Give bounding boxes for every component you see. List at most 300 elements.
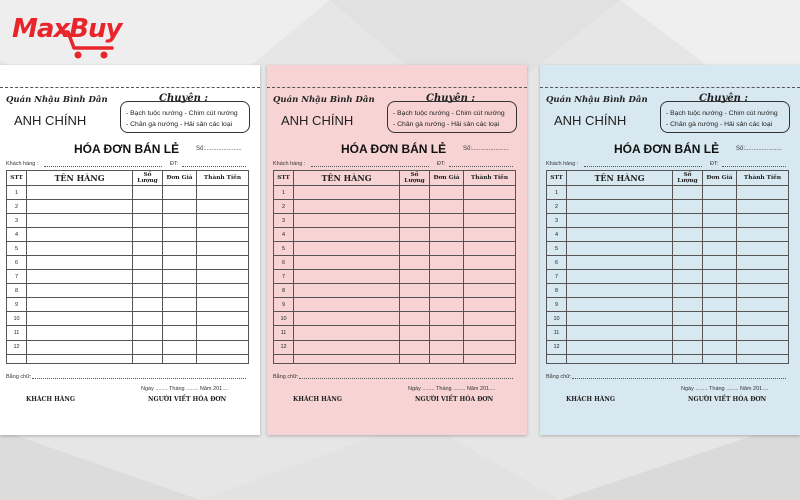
table-cell: [430, 270, 464, 284]
table-cell: [27, 228, 133, 242]
table-cell: [27, 256, 133, 270]
table-cell: [430, 284, 464, 298]
table-cell: [430, 214, 464, 228]
table-row: [7, 270, 249, 284]
table-row: [7, 242, 249, 256]
table-cell: [567, 312, 673, 326]
table-cell: [673, 256, 703, 270]
table-cell: [400, 284, 430, 298]
table-cell: [133, 200, 163, 214]
table-cell: [430, 200, 464, 214]
column-header: Số Lượng: [133, 171, 163, 186]
row-number: 3: [547, 214, 567, 228]
table-cell: [464, 228, 516, 242]
table-cell: [197, 228, 249, 242]
table-cell: [294, 186, 400, 200]
speciality-title: Chuyên :: [159, 93, 209, 104]
invoice-sheet-white: [0, 65, 260, 435]
table-cell: [197, 242, 249, 256]
table-cell: [133, 186, 163, 200]
table-cell: [703, 186, 737, 200]
table-cell: [737, 200, 789, 214]
column-header: Thành Tiền: [737, 171, 789, 186]
table-row: [7, 228, 249, 242]
tear-line: [0, 87, 260, 88]
table-row: [274, 298, 516, 312]
column-header: Số Lượng: [400, 171, 430, 186]
table-cell: [567, 340, 673, 354]
table-cell: [703, 256, 737, 270]
speciality-line: - Chân gà nướng - Hải sản các loại: [393, 121, 500, 128]
customer-label: Khách hàng :: [273, 161, 306, 167]
table-cell: [703, 242, 737, 256]
table-cell: [673, 214, 703, 228]
table-cell: [673, 298, 703, 312]
column-header: Số Lượng: [673, 171, 703, 186]
table-cell: [464, 354, 516, 363]
row-number: 12: [547, 340, 567, 354]
table-cell: [197, 298, 249, 312]
writer-signature-label: NGƯỜI VIẾT HÓA ĐƠN: [688, 396, 767, 403]
table-cell: [703, 312, 737, 326]
column-header: STT: [274, 171, 294, 186]
table-row: [274, 186, 516, 200]
table-cell: [703, 228, 737, 242]
table-cell: [737, 354, 789, 363]
row-number: 6: [547, 256, 567, 270]
table-row: [7, 214, 249, 228]
table-cell: [400, 186, 430, 200]
invoice-sheet-pink: [267, 65, 527, 435]
column-header: Thành Tiền: [197, 171, 249, 186]
speciality-box: [387, 101, 517, 133]
table-row: [7, 326, 249, 340]
table-cell: [703, 340, 737, 354]
table-cell: [27, 326, 133, 340]
table-cell: [737, 340, 789, 354]
table-header-row: [7, 171, 249, 186]
row-number: 6: [274, 256, 294, 270]
table-cell: [703, 298, 737, 312]
table-cell: [567, 270, 673, 284]
writer-signature-label: NGƯỜI VIẾT HÓA ĐƠN: [415, 396, 494, 403]
row-number: 12: [7, 340, 27, 354]
table-cell: [27, 200, 133, 214]
table-cell: [27, 242, 133, 256]
customer-label: Khách hàng :: [546, 161, 579, 167]
speciality-box: [120, 101, 250, 133]
row-number: 4: [274, 228, 294, 242]
table-cell: [703, 200, 737, 214]
table-cell: [430, 312, 464, 326]
invoice-title: HÓA ĐƠN BÁN LẺ: [341, 142, 447, 156]
table-cell: [703, 354, 737, 363]
table-cell: [464, 298, 516, 312]
table-cell: [400, 312, 430, 326]
table-cell: [567, 284, 673, 298]
table-cell: [673, 242, 703, 256]
amount-words-row: [6, 374, 246, 380]
invoice-sheet-blue: [540, 65, 800, 435]
column-header: Đơn Giá: [430, 171, 464, 186]
table-row: [274, 200, 516, 214]
brand-logo-text: MaxBuy: [12, 14, 122, 44]
table-cell: [547, 354, 567, 363]
row-number: 9: [274, 298, 294, 312]
table-cell: [737, 186, 789, 200]
table-cell: [400, 354, 430, 363]
speciality-line: - Bạch tuộc nướng - Chim cút nướng: [393, 110, 505, 117]
table-cell: [27, 298, 133, 312]
table-cell: [464, 340, 516, 354]
table-cell: [294, 284, 400, 298]
table-row: [547, 354, 789, 363]
table-cell: [294, 242, 400, 256]
table-cell: [430, 256, 464, 270]
table-cell: [673, 228, 703, 242]
table-cell: [400, 256, 430, 270]
row-number: 7: [7, 270, 27, 284]
row-number: 3: [7, 214, 27, 228]
table-cell: [133, 340, 163, 354]
writer-signature-label: NGƯỜI VIẾT HÓA ĐƠN: [148, 396, 227, 403]
amount-words-field: [299, 378, 513, 379]
amount-words-row: [546, 374, 786, 380]
table-cell: [737, 312, 789, 326]
table-cell: [27, 340, 133, 354]
row-number: 9: [7, 298, 27, 312]
row-number: 8: [7, 284, 27, 298]
table-cell: [737, 214, 789, 228]
table-row: [547, 298, 789, 312]
table-cell: [567, 214, 673, 228]
table-cell: [294, 256, 400, 270]
table-cell: [27, 354, 133, 363]
date-line: Ngày ........ Tháng ........ Năm 201....: [141, 386, 229, 392]
shop-name: ANH CHÍNH: [554, 113, 627, 128]
table-cell: [673, 186, 703, 200]
table-cell: [464, 214, 516, 228]
amount-words-label: Bằng chữ:: [6, 374, 32, 380]
table-cell: [430, 340, 464, 354]
row-number: 6: [7, 256, 27, 270]
table-cell: [400, 270, 430, 284]
table-cell: [400, 298, 430, 312]
phone-field: [182, 166, 246, 167]
row-number: 12: [274, 340, 294, 354]
table-cell: [133, 228, 163, 242]
table-row: [547, 256, 789, 270]
row-number: 11: [547, 326, 567, 340]
phone-label: ĐT:: [170, 161, 179, 167]
table-cell: [163, 214, 197, 228]
table-row: [274, 340, 516, 354]
cart-icon: [58, 30, 118, 62]
table-cell: [430, 354, 464, 363]
table-cell: [294, 200, 400, 214]
row-number: 8: [547, 284, 567, 298]
table-cell: [133, 284, 163, 298]
table-cell: [27, 270, 133, 284]
table-cell: [163, 270, 197, 284]
table-cell: [673, 312, 703, 326]
row-number: 2: [547, 200, 567, 214]
shop-type: Quán Nhậu Bình Dân: [6, 95, 108, 105]
row-number: 2: [274, 200, 294, 214]
table-row: [547, 284, 789, 298]
table-cell: [703, 326, 737, 340]
table-cell: [737, 270, 789, 284]
shop-type: Quán Nhậu Bình Dân: [546, 95, 648, 105]
table-cell: [464, 242, 516, 256]
customer-field: [584, 166, 702, 167]
amount-words-label: Bằng chữ:: [273, 374, 299, 380]
table-row: [547, 214, 789, 228]
table-cell: [673, 326, 703, 340]
phone-field: [449, 166, 513, 167]
table-cell: [400, 228, 430, 242]
shop-name: ANH CHÍNH: [14, 113, 87, 128]
table-cell: [703, 284, 737, 298]
table-cell: [133, 256, 163, 270]
table-cell: [400, 326, 430, 340]
speciality-box: [660, 101, 790, 133]
column-header: Đơn Giá: [163, 171, 197, 186]
table-cell: [737, 284, 789, 298]
table-cell: [27, 186, 133, 200]
table-cell: [567, 256, 673, 270]
table-cell: [567, 242, 673, 256]
row-number: 10: [274, 312, 294, 326]
table-cell: [400, 242, 430, 256]
table-cell: [197, 200, 249, 214]
table-cell: [673, 270, 703, 284]
table-cell: [464, 186, 516, 200]
table-cell: [197, 186, 249, 200]
table-row: [274, 284, 516, 298]
row-number: 9: [547, 298, 567, 312]
table-cell: [464, 284, 516, 298]
column-header: TÊN HÀNG: [294, 171, 400, 186]
table-cell: [7, 354, 27, 363]
row-number: 8: [274, 284, 294, 298]
table-cell: [197, 340, 249, 354]
table-cell: [133, 242, 163, 256]
amount-words-label: Bằng chữ:: [546, 374, 572, 380]
table-row: [547, 186, 789, 200]
table-cell: [163, 312, 197, 326]
table-cell: [163, 340, 197, 354]
column-header: TÊN HÀNG: [567, 171, 673, 186]
table-row: [7, 200, 249, 214]
table-cell: [197, 284, 249, 298]
row-number: 3: [274, 214, 294, 228]
table-header-row: [274, 171, 516, 186]
table-cell: [294, 312, 400, 326]
row-number: 7: [547, 270, 567, 284]
column-header: STT: [7, 171, 27, 186]
table-cell: [27, 214, 133, 228]
table-row: [547, 242, 789, 256]
invoice-title: HÓA ĐƠN BÁN LẺ: [74, 142, 180, 156]
table-cell: [464, 256, 516, 270]
table-cell: [163, 242, 197, 256]
table-row: [7, 354, 249, 363]
table-row: [7, 284, 249, 298]
customer-signature-label: KHÁCH HÀNG: [293, 396, 343, 403]
table-cell: [567, 326, 673, 340]
table-row: [547, 340, 789, 354]
table-cell: [430, 186, 464, 200]
table-cell: [197, 312, 249, 326]
table-row: [7, 298, 249, 312]
table-cell: [27, 312, 133, 326]
invoice-number-label: Số:......................: [736, 146, 782, 152]
table-row: [274, 242, 516, 256]
row-number: 1: [274, 186, 294, 200]
table-cell: [163, 228, 197, 242]
table-cell: [673, 284, 703, 298]
table-cell: [430, 298, 464, 312]
phone-field: [722, 166, 786, 167]
table-row: [547, 312, 789, 326]
table-cell: [673, 340, 703, 354]
shop-type: Quán Nhậu Bình Dân: [273, 95, 375, 105]
date-line: Ngày ........ Tháng ........ Năm 201....: [681, 386, 769, 392]
speciality-line: - Chân gà nướng - Hải sản các loại: [126, 121, 233, 128]
table-cell: [163, 186, 197, 200]
table-cell: [567, 228, 673, 242]
items-table: [6, 170, 249, 364]
customer-label: Khách hàng :: [6, 161, 39, 167]
table-row: [274, 214, 516, 228]
table-cell: [737, 256, 789, 270]
table-header-row: [547, 171, 789, 186]
table-cell: [133, 270, 163, 284]
table-cell: [27, 284, 133, 298]
table-row: [274, 270, 516, 284]
row-number: 5: [274, 242, 294, 256]
amount-words-row: [273, 374, 513, 380]
table-cell: [737, 326, 789, 340]
table-row: [547, 270, 789, 284]
table-cell: [430, 242, 464, 256]
table-cell: [464, 200, 516, 214]
table-cell: [567, 354, 673, 363]
date-line: Ngày ........ Tháng ........ Năm 201....: [408, 386, 496, 392]
customer-field: [311, 166, 429, 167]
table-cell: [737, 242, 789, 256]
table-cell: [294, 354, 400, 363]
table-cell: [703, 270, 737, 284]
table-cell: [464, 326, 516, 340]
table-cell: [737, 298, 789, 312]
table-cell: [703, 214, 737, 228]
table-cell: [294, 270, 400, 284]
table-cell: [274, 354, 294, 363]
table-cell: [430, 326, 464, 340]
table-cell: [197, 256, 249, 270]
table-cell: [673, 354, 703, 363]
table-cell: [133, 354, 163, 363]
table-row: [547, 228, 789, 242]
items-table: [546, 170, 789, 364]
table-cell: [673, 200, 703, 214]
speciality-title: Chuyên :: [699, 93, 749, 104]
table-row: [7, 340, 249, 354]
table-cell: [400, 214, 430, 228]
speciality-line: - Chân gà nướng - Hải sản các loại: [666, 121, 773, 128]
invoice-title: HÓA ĐƠN BÁN LẺ: [614, 142, 720, 156]
table-cell: [294, 326, 400, 340]
column-header: TÊN HÀNG: [27, 171, 133, 186]
phone-label: ĐT:: [437, 161, 446, 167]
table-row: [7, 186, 249, 200]
table-row: [274, 354, 516, 363]
table-cell: [567, 186, 673, 200]
table-cell: [133, 312, 163, 326]
column-header: Thành Tiền: [464, 171, 516, 186]
items-table: [273, 170, 516, 364]
table-cell: [737, 228, 789, 242]
table-cell: [163, 354, 197, 363]
table-cell: [464, 270, 516, 284]
table-row: [274, 326, 516, 340]
table-row: [7, 256, 249, 270]
row-number: 7: [274, 270, 294, 284]
row-number: 11: [7, 326, 27, 340]
tear-line: [540, 87, 800, 88]
speciality-title: Chuyên :: [426, 93, 476, 104]
row-number: 2: [7, 200, 27, 214]
amount-words-field: [32, 378, 246, 379]
customer-signature-label: KHÁCH HÀNG: [26, 396, 76, 403]
table-row: [547, 326, 789, 340]
speciality-line: - Bạch tuộc nướng - Chim cút nướng: [126, 110, 238, 117]
table-cell: [294, 214, 400, 228]
row-number: 5: [7, 242, 27, 256]
table-row: [274, 256, 516, 270]
table-cell: [464, 312, 516, 326]
table-row: [274, 312, 516, 326]
column-header: Đơn Giá: [703, 171, 737, 186]
row-number: 1: [7, 186, 27, 200]
speciality-line: - Bạch tuộc nướng - Chim cút nướng: [666, 110, 778, 117]
phone-label: ĐT:: [710, 161, 719, 167]
table-cell: [197, 326, 249, 340]
table-cell: [294, 298, 400, 312]
row-number: 11: [274, 326, 294, 340]
table-row: [7, 312, 249, 326]
table-cell: [567, 200, 673, 214]
table-cell: [163, 256, 197, 270]
table-cell: [163, 284, 197, 298]
tear-line: [267, 87, 527, 88]
table-cell: [133, 298, 163, 312]
table-cell: [294, 340, 400, 354]
invoice-number-label: Số:......................: [463, 146, 509, 152]
table-cell: [163, 326, 197, 340]
table-cell: [197, 354, 249, 363]
table-cell: [197, 214, 249, 228]
table-cell: [163, 298, 197, 312]
amount-words-field: [572, 378, 786, 379]
row-number: 4: [547, 228, 567, 242]
row-number: 5: [547, 242, 567, 256]
column-header: STT: [547, 171, 567, 186]
table-cell: [294, 228, 400, 242]
invoice-number-label: Số:......................: [196, 146, 242, 152]
